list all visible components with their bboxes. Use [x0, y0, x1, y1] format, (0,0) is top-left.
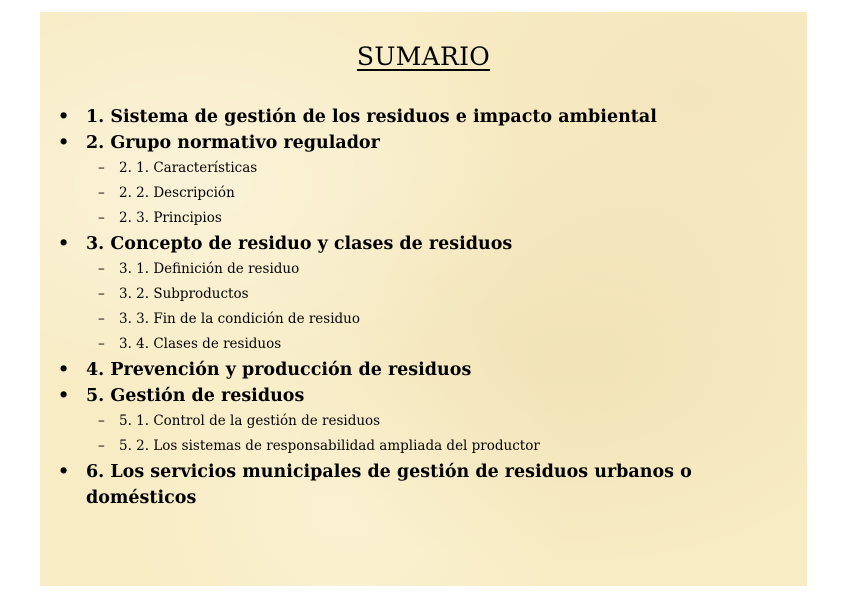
sub-list-item	[86, 332, 778, 357]
list-item	[58, 357, 778, 383]
item-label: 4. Prevención y producción de residuos	[86, 360, 472, 380]
sub-list-item	[86, 206, 778, 231]
sub-list	[86, 257, 778, 357]
sub-list-item	[86, 181, 778, 206]
dash-icon: –	[98, 336, 105, 352]
bullet-icon: •	[58, 234, 70, 254]
sub-item-label: 5. 2. Los sistemas de responsabilidad ampliada del productor	[119, 438, 540, 454]
item-label: 1. Sistema de gestión de los residuos e impacto ambiental	[86, 107, 657, 127]
slide-title: SUMARIO	[356, 42, 491, 71]
sub-list-item	[86, 257, 778, 282]
sub-item-label: 3. 3. Fin de la condición de residuo	[119, 311, 361, 327]
item-label: 5. Gestión de residuos	[86, 386, 305, 406]
bullet-icon: •	[58, 133, 70, 153]
sub-item-label: 3. 4. Clases de residuos	[119, 336, 282, 352]
summary-list	[58, 104, 778, 511]
sub-item-label: 2. 1. Características	[119, 160, 258, 176]
sub-list-item	[86, 409, 778, 434]
dash-icon: –	[98, 185, 105, 201]
sub-list-item	[86, 282, 778, 307]
bullet-icon: •	[58, 462, 70, 482]
list-item	[58, 231, 778, 357]
list-item	[58, 104, 778, 130]
sub-item-label: 3. 1. Definición de residuo	[119, 261, 300, 277]
dash-icon: –	[98, 286, 105, 302]
bullet-icon: •	[58, 107, 70, 127]
bullet-icon: •	[58, 360, 70, 380]
sub-list-item	[86, 434, 778, 459]
bullet-icon: •	[58, 386, 70, 406]
sub-item-label: 2. 2. Descripción	[119, 185, 235, 201]
sub-item-label: 5. 1. Control de la gestión de residuos	[119, 413, 381, 429]
dash-icon: –	[98, 438, 105, 454]
list-item	[58, 383, 778, 459]
dash-icon: –	[98, 160, 105, 176]
dash-icon: –	[98, 210, 105, 226]
item-label: 6. Los servicios municipales de gestión de residuos urbanos o domésticos	[86, 462, 692, 508]
dash-icon: –	[98, 413, 105, 429]
sub-item-label: 2. 3. Principios	[119, 210, 222, 226]
sub-item-label: 3. 2. Subproductos	[119, 286, 249, 302]
dash-icon: –	[98, 261, 105, 277]
item-label: 2. Grupo normativo regulador	[86, 133, 380, 153]
dash-icon: –	[98, 311, 105, 327]
item-label: 3. Concepto de residuo y clases de residuos	[86, 234, 513, 254]
slide	[40, 12, 807, 586]
sub-list	[86, 409, 778, 459]
list-item	[58, 459, 778, 511]
sub-list	[86, 156, 778, 231]
sub-list-item	[86, 156, 778, 181]
list-item	[58, 130, 778, 231]
sub-list-item	[86, 307, 778, 332]
